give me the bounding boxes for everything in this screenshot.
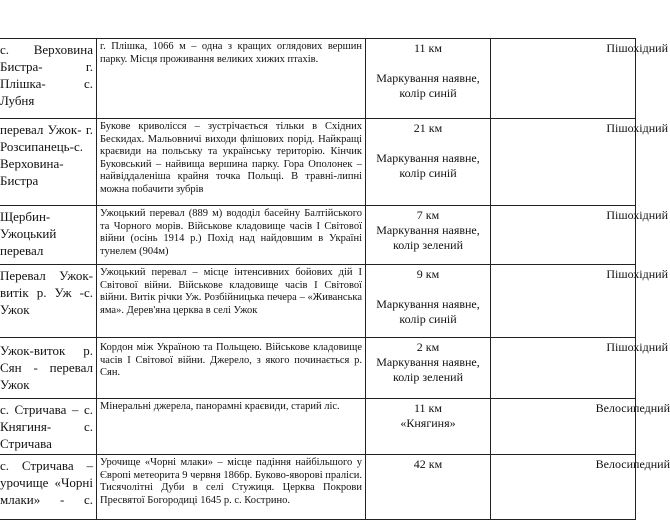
route-type: Пішохідний <box>606 208 668 222</box>
table-row <box>0 39 636 119</box>
route-type-cell <box>491 39 668 119</box>
route-marking: «Княгиня» <box>400 416 456 430</box>
route-type: Велосипедний <box>595 457 670 471</box>
route-description-cell: Кордон між Україною та Польщею. Військове кладовище часів І Світової війни. Джерело, з якого починається р. Сян. <box>97 338 366 399</box>
route-length: 9 км <box>416 267 440 281</box>
route-length: 7 км <box>416 208 440 222</box>
route-length-cell <box>366 206 491 265</box>
route-marking: Маркування наявне, колір синій <box>376 297 480 326</box>
route-length: 21 км <box>413 121 443 135</box>
route-name-cell: перевал Ужок- г. Розсипанець-с. Верховина-Бистра <box>0 119 97 206</box>
route-length-cell <box>366 455 491 520</box>
route-name-cell: с. Стричава – с. Княгиня- с. Стричава <box>0 399 97 455</box>
route-length: 11 км <box>414 401 442 415</box>
route-description-cell: Букове криволісся – зустрічається тільки в Східних Бескидах. Мальовничі виходи флішових порід. Найкращі краєвиди на польську та українську територію. Кінчик Буковський – найвища вершина парку. Гора Ополонек – найвіддаленіша крайня точка Польщі. В травні-липні можна побачити зубрів <box>97 119 366 206</box>
table-row <box>0 206 636 265</box>
table-row <box>0 455 636 520</box>
route-length-cell <box>366 399 491 455</box>
route-type-cell <box>491 206 668 265</box>
route-description-cell: Урочище «Чорні млаки» – місце падіння найбільшого у Європі метеорита 9 червня 1866р. Буково-яворові праліси. Тисячолітні Дуби в селі Стужиця. Церква Покрови Пресвятої Богородиці 1645 р. с. Кострино. <box>97 455 366 520</box>
route-type: Пішохідний <box>606 121 668 135</box>
route-type-cell <box>491 338 668 399</box>
route-length-cell <box>366 265 491 338</box>
table-row <box>0 265 636 338</box>
route-marking: Маркування наявне, колір зелений <box>376 223 480 252</box>
route-length: 42 км <box>413 457 443 471</box>
table-row <box>0 399 636 455</box>
route-name-cell: Ужок-виток р. Сян - перевал Ужок <box>0 338 97 399</box>
route-type-cell <box>491 119 668 206</box>
route-type-cell <box>491 399 670 455</box>
route-description-cell: Ужоцький перевал – місце інтенсивних бойових дій І Світової війни. Військове кладовище часів І Світової війни. Витік річки Уж. Розбійницька печера – «Живанська яма». Дерев'яна церква в селі Ужок <box>97 265 366 338</box>
route-length-cell <box>366 39 491 119</box>
route-length-cell <box>366 338 491 399</box>
route-description-cell: г. Плішка, 1066 м – одна з кращих оглядових вершин парку. Місця проживання великих хижих птахів. <box>97 39 366 119</box>
route-type: Пішохідний <box>606 41 668 55</box>
route-name-cell: с. Стричава – урочище «Чорні млаки» - с. <box>0 455 97 520</box>
route-type: Велосипедний <box>595 401 670 415</box>
table-row <box>0 119 636 206</box>
route-name-cell: Щербин- Ужоцький перевал <box>0 206 97 265</box>
table-row <box>0 338 636 399</box>
route-description-cell: Ужоцький перевал (889 м) вододіл басейну Балтійського та Чорного морів. Військове кладовище часів І Світової війни (осінь 1914 р.) Похід над найдовшим в Україні тунелем (904м) <box>97 206 366 265</box>
route-length-cell <box>366 119 491 206</box>
trails-table <box>0 38 670 520</box>
route-type: Пішохідний <box>606 267 668 281</box>
route-type: Пішохідний <box>606 340 668 354</box>
route-length: 2 км <box>416 340 440 354</box>
route-name-cell: Перевал Ужок- витік р. Уж -с. Ужок <box>0 265 97 338</box>
route-description-cell: Мінеральні джерела, панорамні краєвиди, старий ліс. <box>97 399 366 455</box>
route-marking: Маркування наявне, колір синій <box>376 71 480 100</box>
route-name-cell: с. Верховина Бистра- г. Плішка- с. Лубня <box>0 39 97 119</box>
route-type-cell <box>491 455 670 520</box>
route-type-cell <box>491 265 668 338</box>
route-length: 11 км <box>414 41 442 55</box>
route-marking: Маркування наявне, колір зелений <box>376 355 480 384</box>
route-marking: Маркування наявне, колір синій <box>376 151 480 180</box>
